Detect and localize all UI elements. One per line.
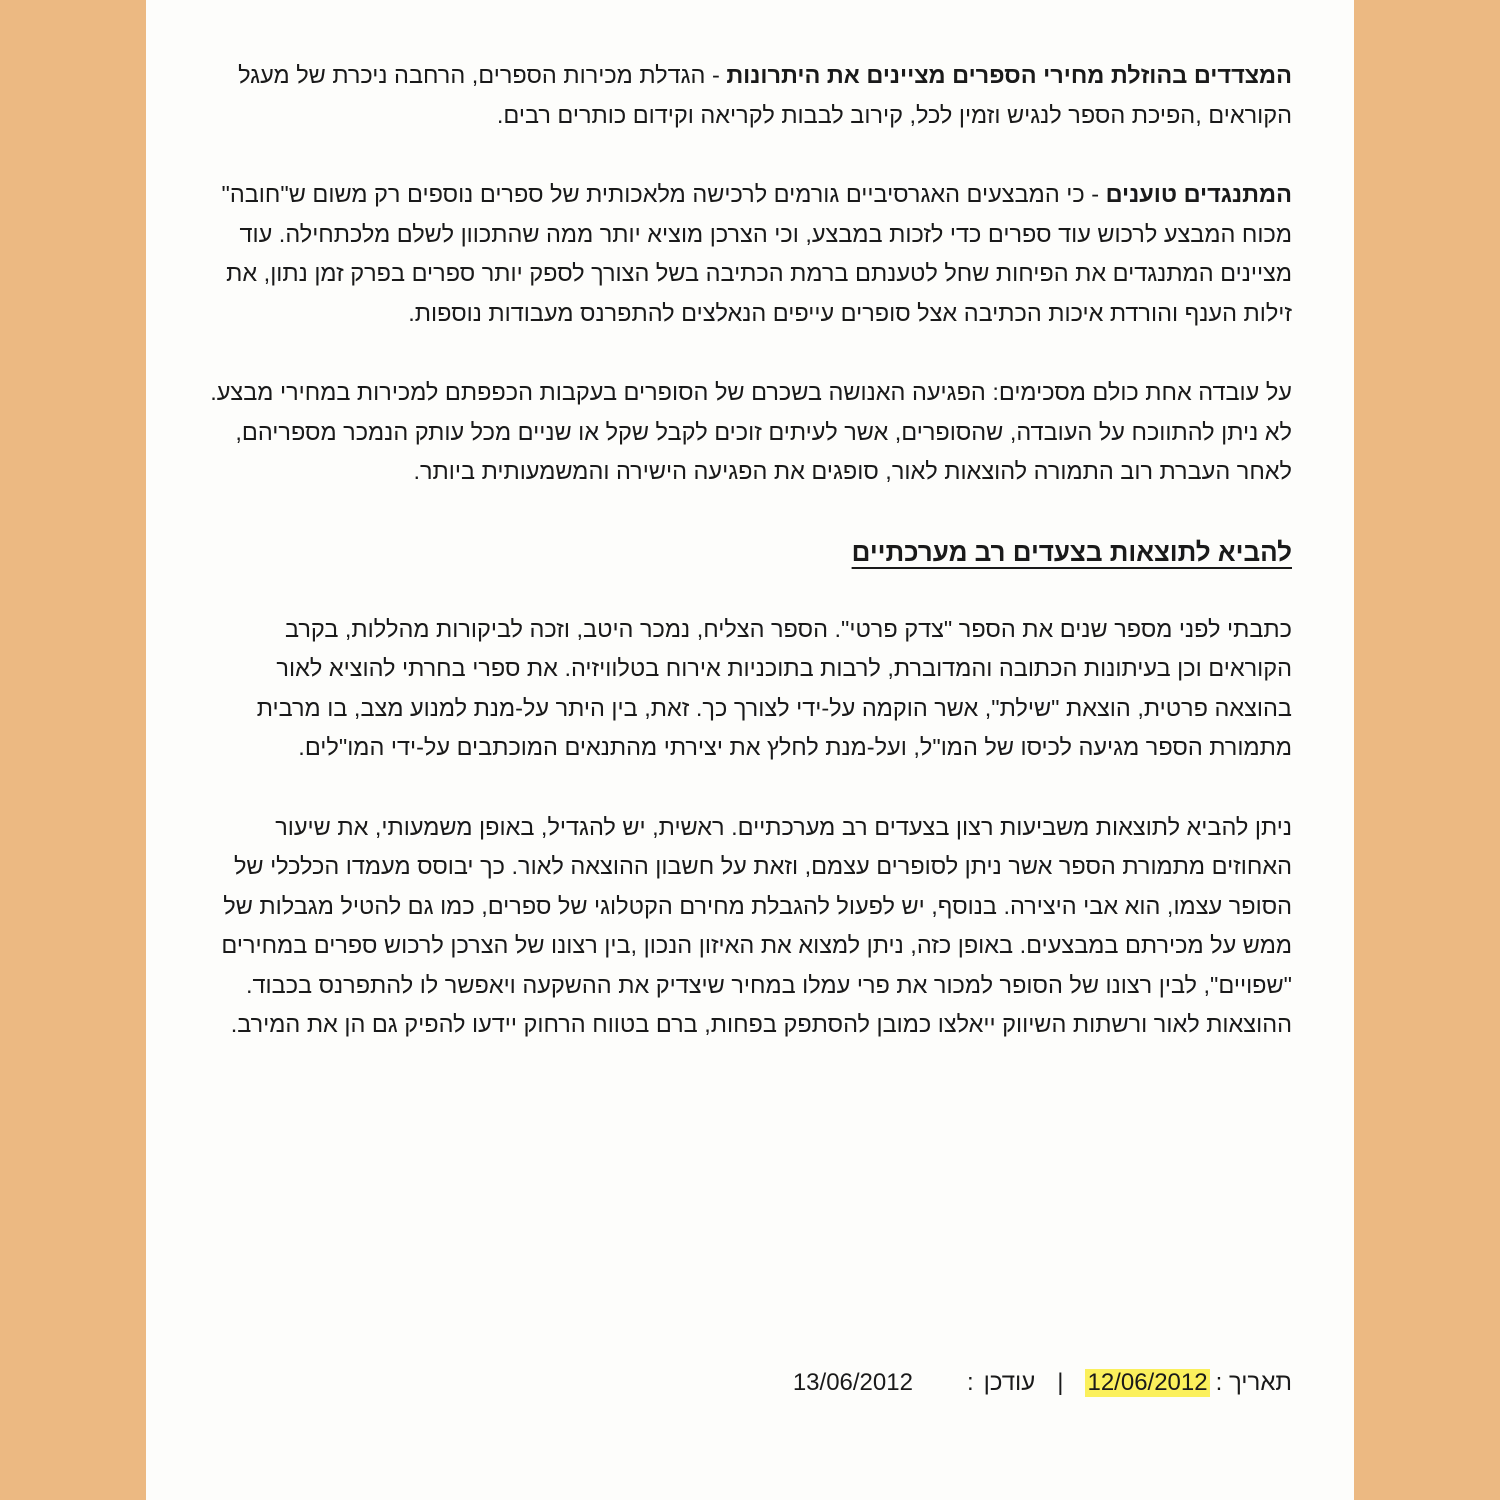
paragraph-personal-story: כתבתי לפני מספר שנים את הספר "צדק פרטי". הספר הצליח, נמכר היטב, וזכה לביקורות מהללות, בקרב הקוראים וכן בעיתונות הכתובה והמדוברת, לרבות בתוכניות אירוח בטלוויזיה. את ספרי בחרתי להוציא לאור בהוצאה פרטית, הוצאת "שילת", אשר הוקמה על-ידי לצורך כך. זאת, בין היתר על-מנת למנוע מצב, בו מרבית מתמורת הספר מגיעה לכיסו של המו"ל, ועל-מנת לחלץ את יצירתי מהתנאים המוכתבים על-ידי המו"לים. (256, 615, 1292, 760)
date-footer (793, 1368, 1292, 1397)
article-body (206, 56, 1292, 1085)
opponents-text: - כי המבצעים האגרסיביים גורמים לרכישה מלאכותית של ספרים נוספים רק משום ש"חובה" מכוח המבצע לרכוש עוד ספרים כדי לזכות במבצע, וכי הצרכן מוציא יותר ממה שהתכוון לשלם מלכתחילה. עוד מציינים המתנגדים את הפיחות שחל לטענתם ברמת הכתיבה בשל הצורך לספק יותר ספרים בפרק זמן נתון, את זילות הענף והורדת איכות הכתיבה אצל סופרים עייפים הנאלצים להתפרנס מעבודות נוספות. (221, 181, 1292, 326)
created-date: 12/06/2012 (1087, 1368, 1208, 1396)
paragraph-solution: ניתן להביא לתוצאות משביעות רצון בצעדים רב מערכתיים. ראשית, יש להגדיל, באופן משמעותי, את שיעור האחוזים מתמורת הספר אשר ניתן לסופרים עצמם, וזאת על חשבון ההוצאה לאור. כך יבוסס מעמדו הכלכלי של הסופר עצמו, הוא אבי היצירה. בנוסף, יש לפעול להגבלת מחירם הקטלוגי של ספרים, כמו גם להטיל מגבלות של ממש על מכירתם במבצעים. באופן כזה, ניתן למצוא את האיזון הנכון ,בין רצונו של הצרכן לרכוש ספרים במחירים "שפויים", לבין רצונו של הסופר למכור את פרי עמלו במחיר שיצדיק את ההשקעה ויאפשר לו להתפרנס בכבוד. ההוצאות לאור ורשתות השיווק ייאלצו כמובן להסתפק בפחות, ברם בטווח הרחוק יידעו להפיק גם הן את המירב. (221, 813, 1292, 1037)
section-heading: להביא לתוצאות בצעדים רב מערכתיים (851, 536, 1292, 567)
supporters-lead: המצדדים בהוזלת מחירי הספרים מציינים את היתרונות (726, 62, 1292, 88)
updated-colon: : (966, 1368, 974, 1396)
document-page (146, 0, 1354, 1500)
created-label: תאריך : (1215, 1368, 1292, 1396)
paragraph-supporters (206, 56, 1292, 135)
updated-label: עודכן (983, 1368, 1036, 1396)
updated-date: 13/06/2012 (792, 1368, 913, 1396)
paragraph-agreement: על עובדה אחת כולם מסכימים: הפגיעה האנושה בשכרם של הסופרים בעקבות הכפפתם למכירות במחירי מבצע. לא ניתן להתווכח על העובדה, שהסופרים, אשר לעיתים זוכים לקבל שקל או שניים מכל עותק הנמכר מספריהם, לאחר העברת רוב התמורה להוצאות לאור, סופגים את הפגיעה הישירה והמשמעותית ביותר. (210, 379, 1292, 484)
supporters-text: - הגדלת מכירות הספרים, הרחבה ניכרת של מעגל הקוראים ,הפיכת הספר לנגיש וזמין לכל, קירוב לבבות לקריאה וקידום כותרים רבים. (238, 62, 1292, 128)
paragraph-opponents (206, 175, 1292, 333)
opponents-lead: המתנגדים טוענים (1105, 181, 1292, 207)
date-separator: | (1057, 1368, 1064, 1396)
